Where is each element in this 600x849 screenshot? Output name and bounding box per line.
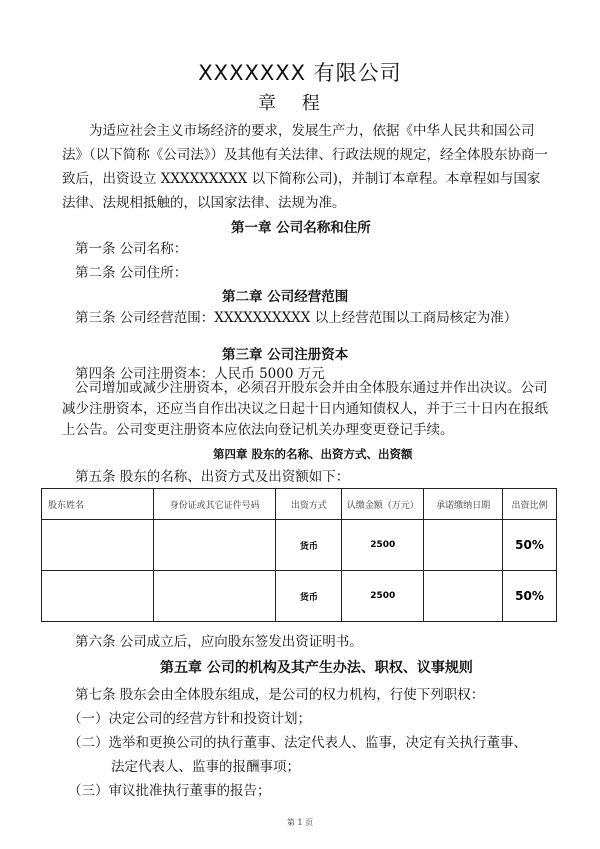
header-cell: 出资方式 xyxy=(276,489,342,520)
header-cell: 承诺缴纳日期 xyxy=(424,489,503,520)
table-header-row xyxy=(42,489,557,520)
article-2: 第二条 公司住所： xyxy=(75,265,188,281)
table-cell: 货币 xyxy=(276,571,342,622)
intro-paragraph: 为适应社会主义市场经济的要求，发展生产力，依据《中华人民共和国公司法》（以下简称《公司法》）及其他有关法律、行政法规的规定，经全体股东协商一致后，出资设立 XXXXXXXXX 以下简称公司)，并制订本章程。本章程如与国家法律、法规相抵触的，以国家法律、法规为准。 xyxy=(62,123,548,211)
table-row xyxy=(42,571,557,622)
table-cell: 货币 xyxy=(276,520,342,571)
table-cell xyxy=(42,571,154,622)
chapter-5-heading: 第五章 公司的机构及其产生办法、职权、议事规则 xyxy=(160,660,473,676)
table-cell xyxy=(153,571,276,622)
article-3: 第三条 公司经营范围：XXXXXXXXXX 以上经营范围以工商局核定为准） xyxy=(75,310,518,326)
table-cell xyxy=(424,520,503,571)
header-cell: 出资比例 xyxy=(503,489,557,520)
capital-paragraph: 公司增加或减少注册资本，必须召开股东会并由全体股东通过并作出决议。公司减少注册资本，还应当自作出决议之日起十日内通知债权人，并于三十日内在报纸上公告。公司变更注册资本应依法向登记机关办理变更登记手续。 xyxy=(62,380,548,438)
header-cell: 身份证或其它证件号码 xyxy=(153,489,276,520)
header-cell: 认缴金额（万元） xyxy=(342,489,424,520)
power-item-2-cont: 法定代表人、监事的报酬事项； xyxy=(111,759,300,775)
table-cell: 50% xyxy=(503,520,557,571)
table-cell xyxy=(424,571,503,622)
chapter-3-heading: 第三章 公司注册资本 xyxy=(222,347,349,363)
table-cell: 2500 xyxy=(342,520,424,571)
charter-subtitle: 章 程 xyxy=(258,93,330,114)
page-number: 第 1 页 xyxy=(286,818,314,827)
header-cell: 股东姓名 xyxy=(42,489,154,520)
article-7: 第七条 股东会由全体股东组成，是公司的权力机构，行使下列职权： xyxy=(75,687,485,703)
table-cell: 50% xyxy=(503,571,557,622)
article-1: 第一条 公司名称： xyxy=(75,241,188,257)
power-item-1: （一）决定公司的经营方针和投资计划； xyxy=(68,711,311,727)
article-6: 第六条 公司成立后，应向股东签发出资证明书。 xyxy=(75,634,363,650)
chapter-4-heading: 第四章 股东的名称、出资方式、出资额 xyxy=(213,447,413,461)
article-5: 第五条 股东的名称、出资方式及出资额如下： xyxy=(75,469,350,485)
table-cell xyxy=(153,520,276,571)
table-cell xyxy=(42,520,154,571)
power-item-2: （二）选举和更换公司的执行董事、法定代表人、监事，决定有关执行董事、 xyxy=(68,735,527,751)
table-row xyxy=(42,520,557,571)
chapter-1-heading: 第一章 公司名称和住所 xyxy=(231,220,371,236)
chapter-2-heading: 第二章 公司经营范围 xyxy=(222,289,349,305)
company-title: XXXXXXX 有限公司 xyxy=(198,61,402,85)
power-item-3: （三）审议批准执行董事的报告； xyxy=(68,783,271,799)
shareholder-table xyxy=(41,488,557,622)
table-cell: 2500 xyxy=(342,571,424,622)
article-4: 第四条 公司注册资本：人民币 5000 万元 xyxy=(75,366,325,382)
